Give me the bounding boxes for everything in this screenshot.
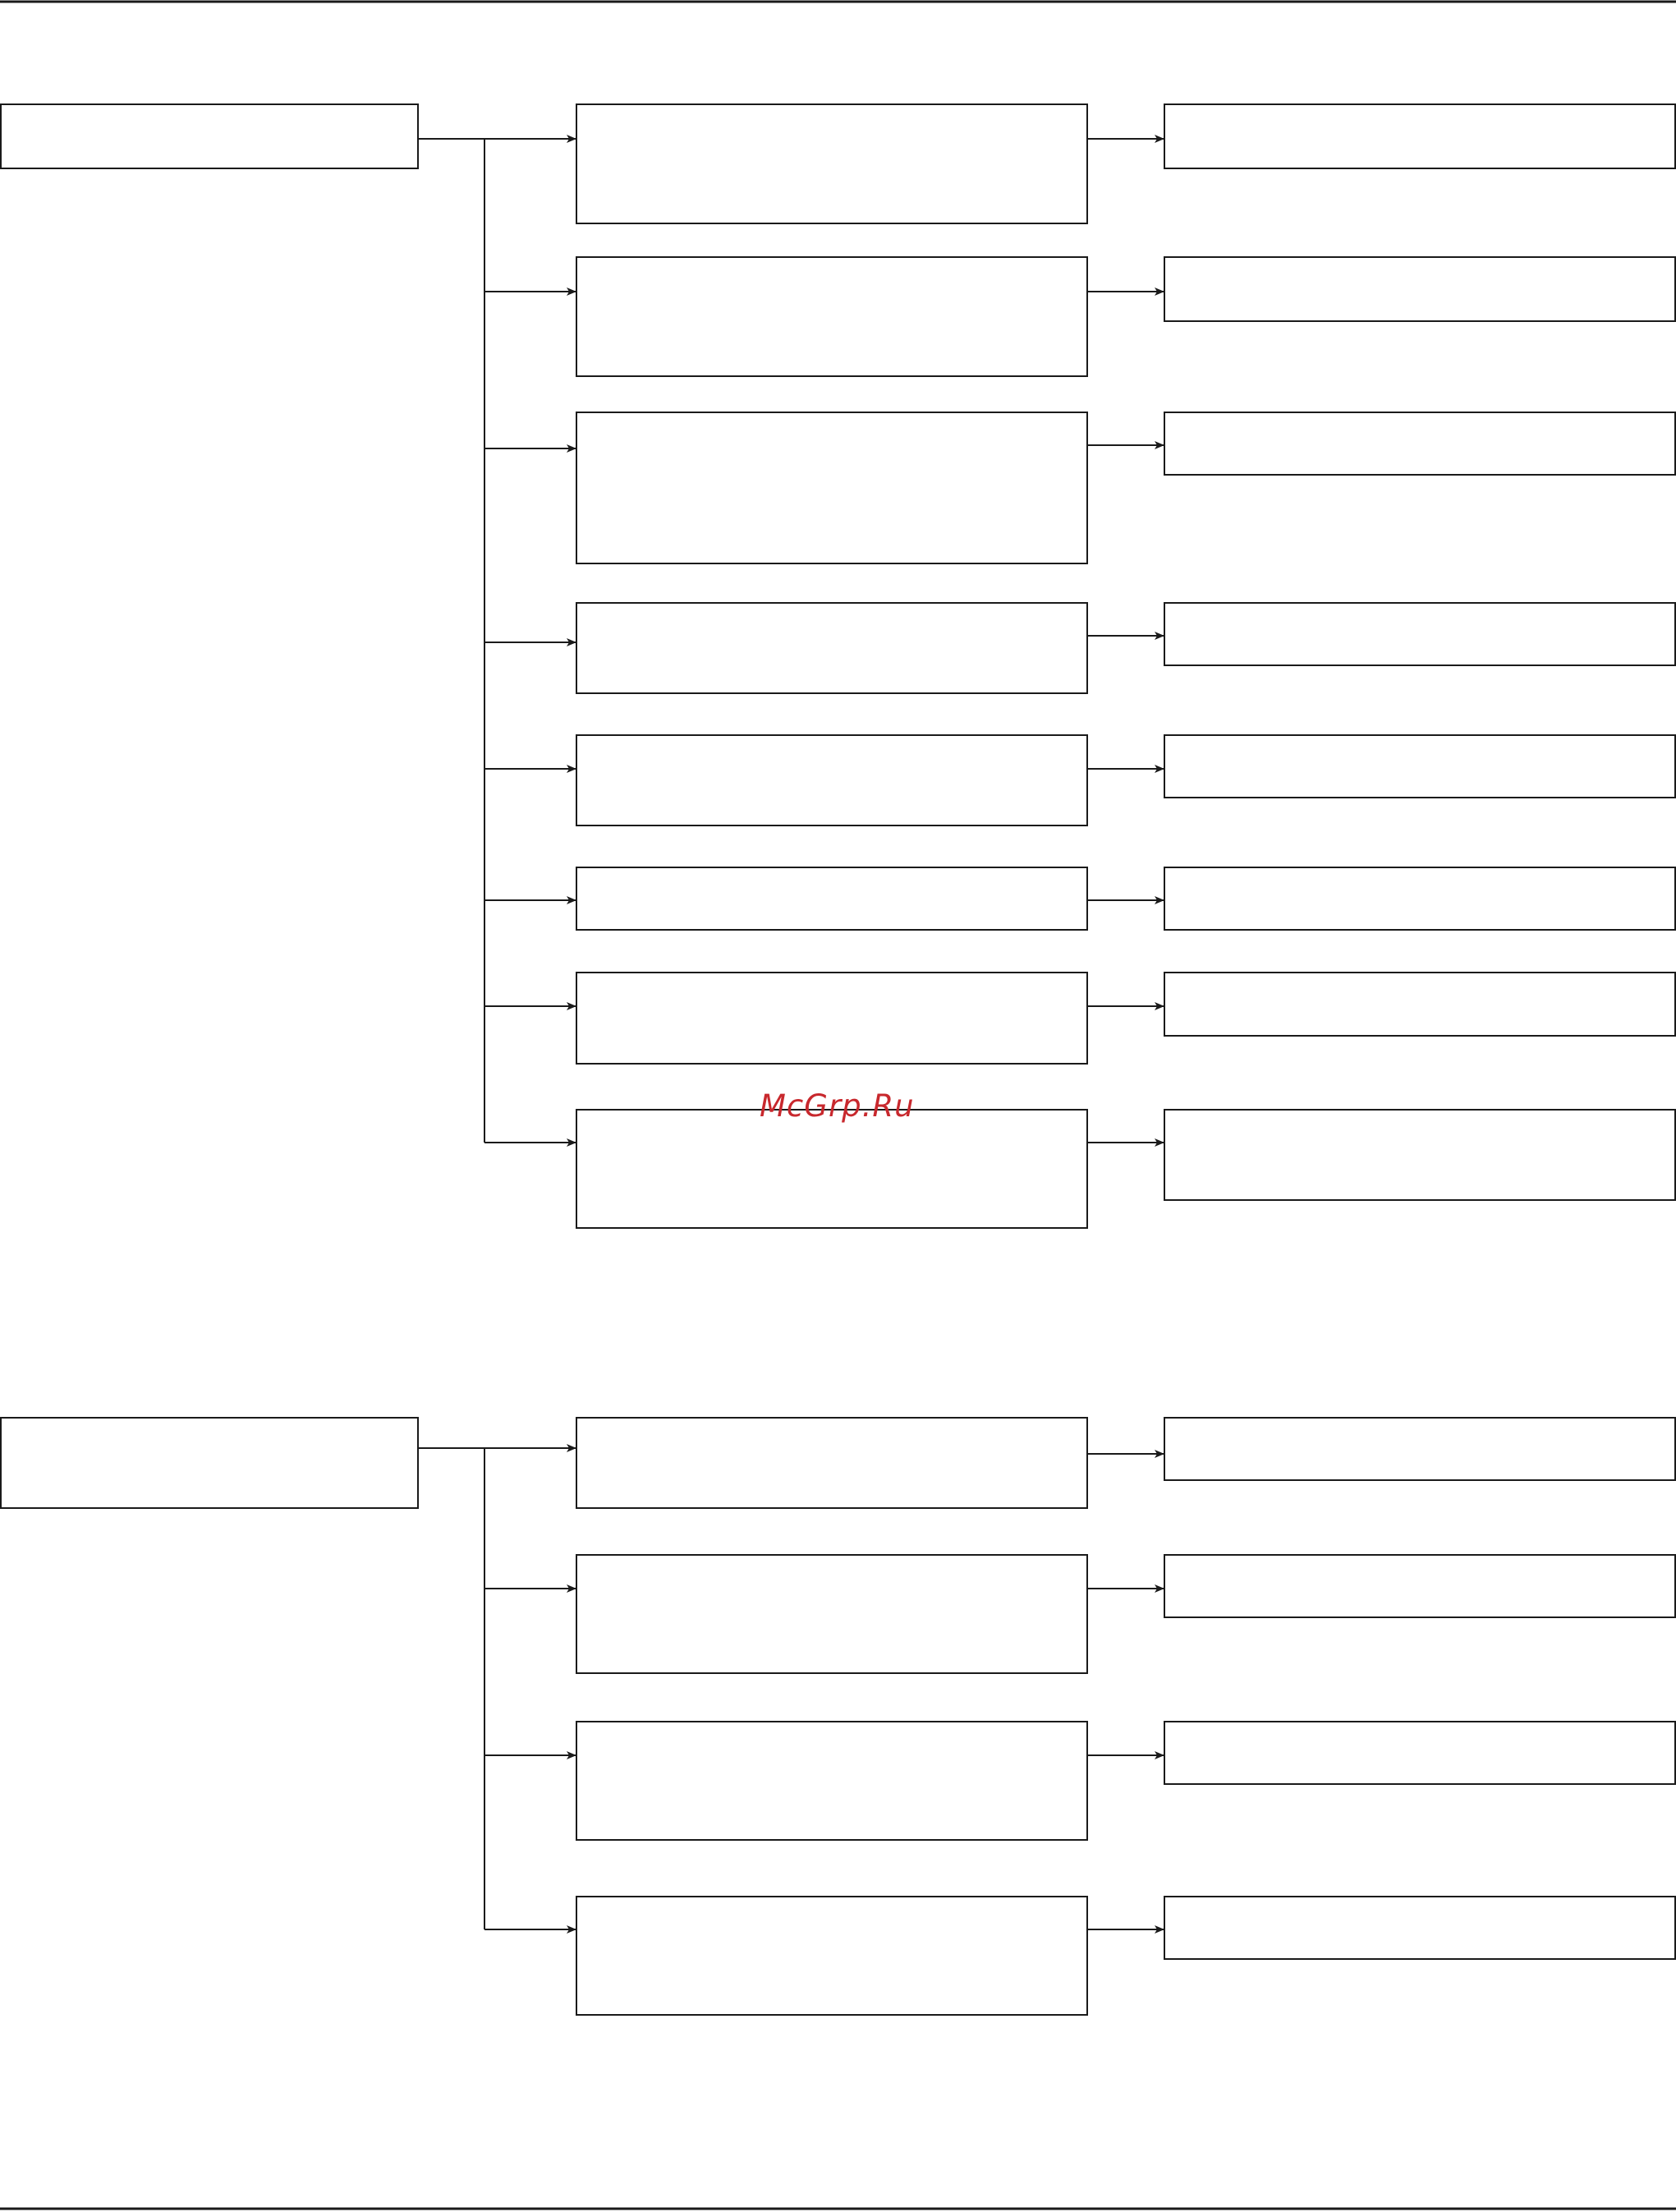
process-box [576, 1897, 1087, 2015]
result-box-frame [1164, 104, 1675, 168]
process-box-frame [576, 412, 1087, 563]
process-box-frame [576, 735, 1087, 825]
branch-row [484, 735, 1675, 825]
result-box [1164, 735, 1675, 798]
watermark-text: McGrp.Ru [760, 1088, 915, 1124]
branch-row [484, 1110, 1675, 1228]
root-box [1, 1418, 418, 1508]
root-box-frame [1, 1418, 418, 1508]
process-box-frame [576, 973, 1087, 1064]
branch-row [484, 257, 1675, 376]
root-box [1, 104, 418, 168]
process-box [576, 257, 1087, 376]
process-box-frame [576, 867, 1087, 930]
process-box [576, 1555, 1087, 1673]
process-box-frame [576, 1110, 1087, 1228]
flow-group-1 [1, 104, 1675, 1228]
result-box [1164, 603, 1675, 665]
branch-row [484, 1897, 1675, 2015]
process-box [576, 867, 1087, 930]
process-box-frame [576, 104, 1087, 223]
result-box-frame [1164, 973, 1675, 1036]
result-box-frame [1164, 412, 1675, 475]
result-box [1164, 1722, 1675, 1784]
process-box [576, 603, 1087, 693]
process-box [576, 1722, 1087, 1840]
process-box [576, 1418, 1087, 1508]
branch-row [484, 1722, 1675, 1840]
result-box-frame [1164, 867, 1675, 930]
result-box-frame [1164, 1555, 1675, 1617]
result-box [1164, 1110, 1675, 1200]
result-box-frame [1164, 1897, 1675, 1959]
process-box-frame [576, 1897, 1087, 2015]
branch-row [484, 1418, 1675, 1508]
result-box [1164, 104, 1675, 168]
process-box [576, 1110, 1087, 1228]
result-box [1164, 973, 1675, 1036]
result-box [1164, 1418, 1675, 1480]
branch-row [484, 603, 1675, 693]
result-box-frame [1164, 1110, 1675, 1200]
process-box [576, 104, 1087, 223]
branch-row [484, 973, 1675, 1064]
process-box-frame [576, 603, 1087, 693]
process-box [576, 973, 1087, 1064]
process-box-frame [576, 1722, 1087, 1840]
flow-layer [1, 104, 1675, 2015]
result-box-frame [1164, 257, 1675, 321]
process-box-frame [576, 257, 1087, 376]
result-box-frame [1164, 603, 1675, 665]
flow-group-2 [1, 1418, 1675, 2015]
result-box [1164, 867, 1675, 930]
result-box-frame [1164, 1722, 1675, 1784]
process-box [576, 735, 1087, 825]
process-box-frame [576, 1418, 1087, 1508]
process-box-frame [576, 1555, 1087, 1673]
branch-row [484, 104, 1675, 223]
result-box [1164, 412, 1675, 475]
result-box-frame [1164, 1418, 1675, 1480]
result-box-frame [1164, 735, 1675, 798]
result-box [1164, 1555, 1675, 1617]
process-box [576, 412, 1087, 563]
root-box-frame [1, 104, 418, 168]
result-box [1164, 1897, 1675, 1959]
branch-row [484, 867, 1675, 930]
branch-row [484, 1555, 1675, 1673]
branch-row [484, 412, 1675, 563]
result-box [1164, 257, 1675, 321]
